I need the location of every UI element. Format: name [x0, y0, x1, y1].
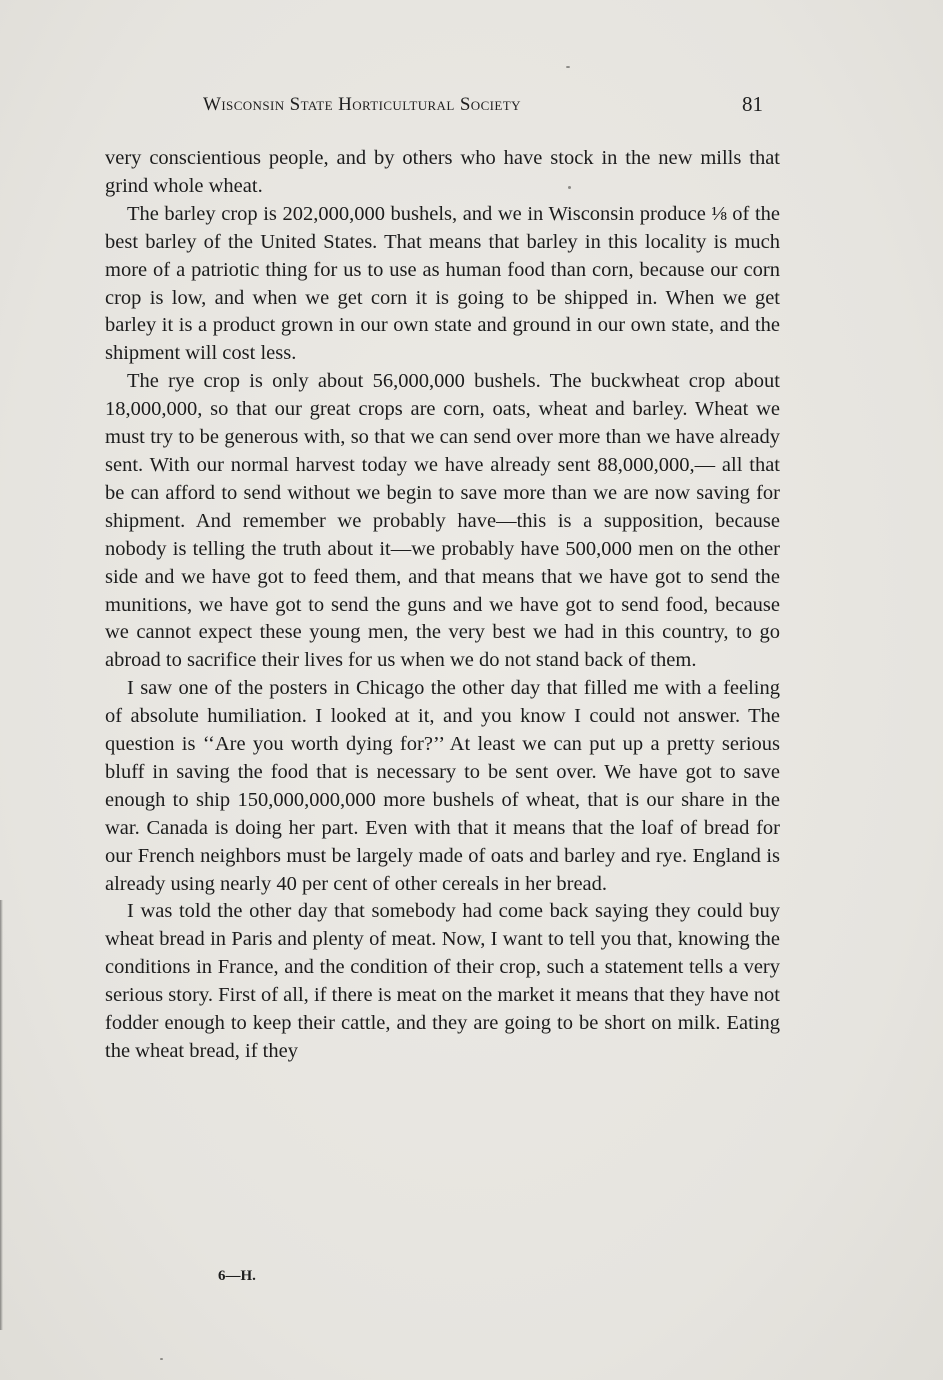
- body-text: [105, 145, 780, 1066]
- paragraph-2: The barley crop is 202,000,000 bushels, and we in Wisconsin produce ⅛ of the best barley of the United States. That means that barley in this locality is much more of a patriotic thing for us to use as human food than corn, because our corn crop is low, and when we get corn it is going to be shipped in. When we get barley it is a product grown in our own state and ground in our own state, and the shipment will cost less.: [105, 202, 780, 365]
- paragraph-4: I saw one of the posters in Chicago the other day that filled me with a feeling of absolute humiliation. I looked at it, and you know I could not answer. The question is ‘‘Are you worth dying for?’’ At least we can put up a pretty serious bluff in saving the food that is necessary to be sent over. We have got to save enough to ship 150,000,000,000 more bushels of wheat, that is our share in the war. Canada is doing her part. Even with that it means that the loaf of bread for our French neighbors must be largely made of oats and barley and rye. England is already using nearly 40 per cent of other cereals in her bread.: [105, 677, 780, 895]
- page-number: 81: [742, 92, 763, 116]
- paragraph-3: The rye crop is only about 56,000,000 bushels. The buckwheat crop about 18,000,000, so that our great crops are corn, oats, wheat and barley. Wheat we must try to be generous with, so that we can send over more than we have already sent. With our normal harvest today we have already sent 88,000,000,— all that be can afford to send without we begin to save more than we are now saving for shipment. And remember we probably have—this is a supposition, because nobody is telling the truth about it—we probably have 500,000 men on the other side and we have got to feed them, and that means that we have got to send the munitions, we have got to send the guns and we have got to send food, because we cannot expect these young men, the very best we had in this country, to go abroad to sacrifice their lives for us when we do not stand back of them.: [105, 370, 780, 672]
- ink-speck: [568, 186, 571, 189]
- running-head: [203, 92, 763, 120]
- signature-mark: 6—H.: [218, 1268, 256, 1284]
- paragraph-5: I was told the other day that somebody had come back saying they could buy wheat bread in Paris and plenty of meat. Now, I want to tell you that, knowing the conditions in France, and the condition of their crop, such a statement tells a very serious story. First of all, if there is meat on the market it means that they have not fodder enough to keep their cattle, and they are going to be short on milk. Eating the wheat bread, if they: [105, 900, 780, 1062]
- page-edge-shadow: [0, 900, 3, 1330]
- ink-speck: [566, 66, 570, 68]
- running-title: Wisconsin State Horticultural Society: [203, 94, 521, 115]
- paragraph-1: very conscientious people, and by others who have stock in the new mills that grind whole wheat.: [105, 147, 780, 197]
- ink-speck: [160, 1358, 163, 1360]
